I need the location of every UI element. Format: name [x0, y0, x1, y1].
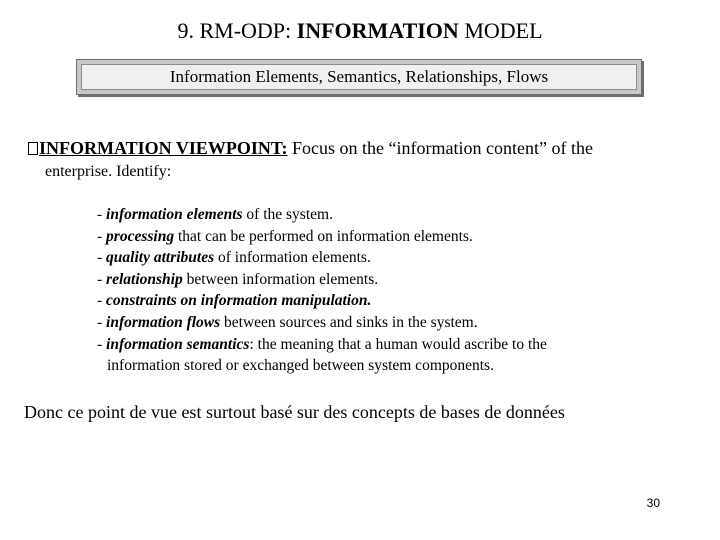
list-item — [97, 247, 547, 269]
list-item-continuation: information stored or exchanged between system components. — [107, 357, 494, 375]
french-note: Donc ce point de vue est surtout basé sur des concepts de bases de données — [24, 402, 565, 422]
page-title — [0, 18, 720, 44]
viewpoint-label: INFORMATION VIEWPOINT: — [39, 138, 288, 158]
list-item-term: relationship — [106, 270, 183, 288]
list-item — [97, 204, 547, 226]
title-prefix: 9. RM-ODP: — [177, 18, 297, 43]
list-item — [97, 226, 547, 248]
list-item-dash: - — [97, 270, 107, 288]
list-item — [97, 312, 547, 334]
list-item-dash: - — [97, 313, 107, 331]
square-bullet-icon — [28, 142, 38, 155]
identify-list — [97, 204, 547, 377]
title-suffix: MODEL — [458, 18, 543, 43]
list-item-term: information elements — [106, 206, 243, 223]
list-item-dash: - — [97, 227, 107, 245]
list-item-dash: - — [97, 249, 107, 267]
list-item-dash: - — [97, 335, 107, 353]
list-item-text: of information elements. — [214, 249, 371, 267]
viewpoint-line — [28, 137, 593, 159]
list-item-term: information flows — [106, 313, 221, 331]
list-item-text: between sources and sinks in the system. — [220, 313, 478, 331]
subtitle-banner — [76, 59, 642, 95]
list-item — [97, 269, 547, 291]
list-item-term: processing — [106, 227, 175, 245]
viewpoint-text: Focus on the “information content” of the — [287, 138, 593, 158]
list-item-dash: - — [97, 206, 107, 223]
list-item-dash: - — [97, 292, 107, 310]
list-item-term: quality attributes — [106, 249, 215, 267]
list-item-term: constraints on information manipulation. — [106, 292, 372, 310]
subtitle-banner-text: Information Elements, Semantics, Relationships, Flows — [81, 64, 637, 90]
list-item-text: of the system. — [242, 206, 333, 223]
viewpoint-continuation: enterprise. Identify: — [45, 163, 172, 180]
list-item-text: between information elements. — [182, 270, 379, 288]
title-bold: INFORMATION — [296, 18, 459, 43]
list-item-text: that can be performed on information elements. — [174, 227, 473, 245]
list-item — [97, 290, 547, 312]
list-item-term: information semantics — [106, 335, 250, 353]
list-item-text: : the meaning that a human would ascribe to the — [249, 335, 547, 353]
page-number: 30 — [646, 496, 660, 510]
list-item — [97, 334, 547, 356]
